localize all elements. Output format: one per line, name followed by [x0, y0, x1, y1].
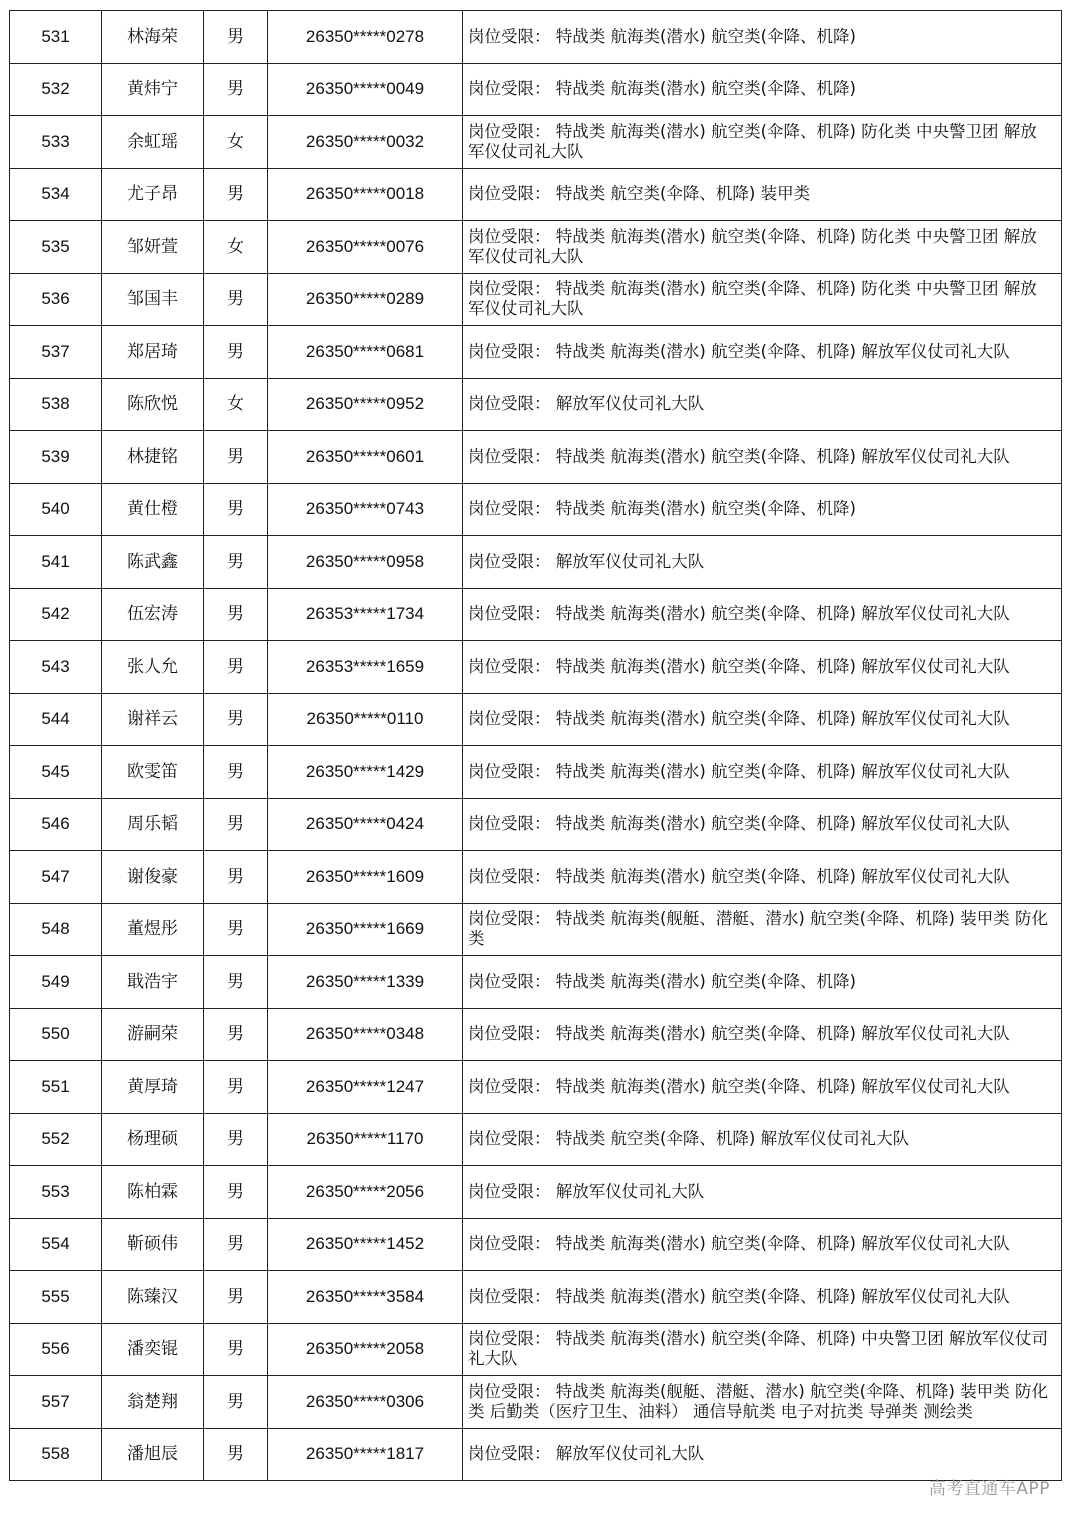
candidate-id: 26350*****0076	[268, 221, 463, 274]
candidate-name: 张人允	[102, 641, 204, 694]
candidate-gender: 男	[204, 588, 268, 641]
candidate-gender: 男	[204, 273, 268, 326]
table-row	[10, 903, 1062, 956]
candidate-name: 董煜彤	[102, 903, 204, 956]
row-number: 541	[10, 536, 102, 589]
candidate-id: 26350*****1339	[268, 956, 463, 1009]
candidate-name: 潘奕锟	[102, 1323, 204, 1376]
candidate-name: 邹妍萱	[102, 221, 204, 274]
position-restriction: 岗位受限： 特战类 航海类(潜水) 航空类(伞降、机降) 解放军仪仗司礼大队	[463, 693, 1062, 746]
candidate-name: 陈欣悦	[102, 378, 204, 431]
candidate-name: 陈武鑫	[102, 536, 204, 589]
table-row	[10, 1271, 1062, 1324]
candidate-name: 郑居琦	[102, 326, 204, 379]
candidate-id: 26353*****1734	[268, 588, 463, 641]
candidate-gender: 男	[204, 1166, 268, 1219]
position-restriction: 岗位受限： 特战类 航海类(潜水) 航空类(伞降、机降) 解放军仪仗司礼大队	[463, 1061, 1062, 1114]
candidate-gender: 男	[204, 1008, 268, 1061]
candidate-name: 黄炜宁	[102, 63, 204, 116]
row-number: 557	[10, 1376, 102, 1429]
position-restriction: 岗位受限： 解放军仪仗司礼大队	[463, 1166, 1062, 1219]
table-row	[10, 116, 1062, 169]
table-row	[10, 956, 1062, 1009]
candidate-id: 26350*****0348	[268, 1008, 463, 1061]
table-row	[10, 746, 1062, 799]
candidate-id: 26350*****1429	[268, 746, 463, 799]
candidate-name: 黄厚琦	[102, 1061, 204, 1114]
candidate-name: 伍宏涛	[102, 588, 204, 641]
results-table-container	[9, 10, 1061, 1481]
candidate-name: 戢浩宇	[102, 956, 204, 1009]
table-row	[10, 378, 1062, 431]
candidate-name: 游嗣荣	[102, 1008, 204, 1061]
candidate-id: 26350*****1817	[268, 1428, 463, 1481]
candidate-gender: 男	[204, 431, 268, 484]
position-restriction: 岗位受限： 特战类 航海类(潜水) 航空类(伞降、机降) 解放军仪仗司礼大队	[463, 326, 1062, 379]
candidate-gender: 男	[204, 63, 268, 116]
position-restriction: 岗位受限： 特战类 航海类(潜水) 航空类(伞降、机降)	[463, 63, 1062, 116]
table-row	[10, 11, 1062, 64]
candidate-gender: 男	[204, 1428, 268, 1481]
candidate-name: 尤子昂	[102, 168, 204, 221]
candidate-name: 周乐韬	[102, 798, 204, 851]
table-row	[10, 798, 1062, 851]
candidate-gender: 男	[204, 536, 268, 589]
candidate-name: 潘旭辰	[102, 1428, 204, 1481]
candidate-table	[9, 10, 1062, 1481]
row-number: 536	[10, 273, 102, 326]
candidate-gender: 男	[204, 851, 268, 904]
table-row	[10, 1061, 1062, 1114]
candidate-table-body	[10, 11, 1062, 1481]
candidate-name: 林海荣	[102, 11, 204, 64]
position-restriction: 岗位受限： 特战类 航海类(潜水) 航空类(伞降、机降) 防化类 中央警卫团 解放军仪仗司礼大队	[463, 273, 1062, 326]
position-restriction: 岗位受限： 特战类 航海类(潜水) 航空类(伞降、机降) 解放军仪仗司礼大队	[463, 641, 1062, 694]
candidate-id: 26350*****0110	[268, 693, 463, 746]
candidate-id: 26350*****0018	[268, 168, 463, 221]
row-number: 537	[10, 326, 102, 379]
candidate-gender: 男	[204, 956, 268, 1009]
position-restriction: 岗位受限： 特战类 航海类(潜水) 航空类(伞降、机降)	[463, 11, 1062, 64]
row-number: 548	[10, 903, 102, 956]
row-number: 545	[10, 746, 102, 799]
row-number: 546	[10, 798, 102, 851]
candidate-name: 陈柏霖	[102, 1166, 204, 1219]
candidate-gender: 男	[204, 798, 268, 851]
candidate-id: 26350*****3584	[268, 1271, 463, 1324]
candidate-id: 26350*****2056	[268, 1166, 463, 1219]
candidate-gender: 男	[204, 903, 268, 956]
candidate-gender: 男	[204, 1323, 268, 1376]
candidate-name: 靳硕伟	[102, 1218, 204, 1271]
candidate-gender: 男	[204, 693, 268, 746]
position-restriction: 岗位受限： 特战类 航海类(舰艇、潜艇、潜水) 航空类(伞降、机降) 装甲类 防化类	[463, 903, 1062, 956]
candidate-name: 余虹瑶	[102, 116, 204, 169]
table-row	[10, 1323, 1062, 1376]
candidate-name: 谢祥云	[102, 693, 204, 746]
candidate-gender: 男	[204, 1061, 268, 1114]
candidate-id: 26350*****0049	[268, 63, 463, 116]
candidate-id: 26350*****0601	[268, 431, 463, 484]
candidate-id: 26350*****1609	[268, 851, 463, 904]
position-restriction: 岗位受限： 特战类 航海类(潜水) 航空类(伞降、机降) 解放军仪仗司礼大队	[463, 588, 1062, 641]
table-row	[10, 483, 1062, 536]
row-number: 550	[10, 1008, 102, 1061]
row-number: 539	[10, 431, 102, 484]
position-restriction: 岗位受限： 解放军仪仗司礼大队	[463, 536, 1062, 589]
candidate-id: 26350*****0743	[268, 483, 463, 536]
table-row	[10, 168, 1062, 221]
candidate-gender: 女	[204, 116, 268, 169]
position-restriction: 岗位受限： 特战类 航海类(潜水) 航空类(伞降、机降) 解放军仪仗司礼大队	[463, 431, 1062, 484]
candidate-name: 黄仕橙	[102, 483, 204, 536]
position-restriction: 岗位受限： 特战类 航海类(潜水) 航空类(伞降、机降) 解放军仪仗司礼大队	[463, 1218, 1062, 1271]
candidate-gender: 女	[204, 221, 268, 274]
table-row	[10, 641, 1062, 694]
row-number: 547	[10, 851, 102, 904]
row-number: 538	[10, 378, 102, 431]
candidate-id: 26350*****0681	[268, 326, 463, 379]
row-number: 533	[10, 116, 102, 169]
table-row	[10, 588, 1062, 641]
candidate-name: 谢俊豪	[102, 851, 204, 904]
table-row	[10, 273, 1062, 326]
table-row	[10, 536, 1062, 589]
candidate-gender: 男	[204, 746, 268, 799]
row-number: 558	[10, 1428, 102, 1481]
candidate-id: 26350*****0424	[268, 798, 463, 851]
candidate-gender: 男	[204, 11, 268, 64]
watermark-text: 高考直通车APP	[928, 1479, 1050, 1499]
row-number: 556	[10, 1323, 102, 1376]
row-number: 549	[10, 956, 102, 1009]
candidate-name: 翁楚翔	[102, 1376, 204, 1429]
table-row	[10, 431, 1062, 484]
table-row	[10, 693, 1062, 746]
row-number: 555	[10, 1271, 102, 1324]
table-row	[10, 1113, 1062, 1166]
row-number: 535	[10, 221, 102, 274]
position-restriction: 岗位受限： 解放军仪仗司礼大队	[463, 1428, 1062, 1481]
candidate-id: 26350*****0306	[268, 1376, 463, 1429]
position-restriction: 岗位受限： 特战类 航海类(潜水) 航空类(伞降、机降) 解放军仪仗司礼大队	[463, 746, 1062, 799]
position-restriction: 岗位受限： 特战类 航海类(潜水) 航空类(伞降、机降) 中央警卫团 解放军仪仗司礼大队	[463, 1323, 1062, 1376]
candidate-name: 陈臻汉	[102, 1271, 204, 1324]
table-row	[10, 1166, 1062, 1219]
position-restriction: 岗位受限： 特战类 航海类(潜水) 航空类(伞降、机降) 防化类 中央警卫团 解放军仪仗司礼大队	[463, 116, 1062, 169]
candidate-gender: 男	[204, 483, 268, 536]
position-restriction: 岗位受限： 特战类 航海类(舰艇、潜艇、潜水) 航空类(伞降、机降) 装甲类 防化类 后勤类（医疗卫生、油料） 通信导航类 电子对抗类 导弹类 测绘类	[463, 1376, 1062, 1429]
position-restriction: 岗位受限： 特战类 航海类(潜水) 航空类(伞降、机降) 解放军仪仗司礼大队	[463, 798, 1062, 851]
candidate-gender: 男	[204, 1113, 268, 1166]
candidate-id: 26350*****0958	[268, 536, 463, 589]
row-number: 532	[10, 63, 102, 116]
position-restriction: 岗位受限： 特战类 航海类(潜水) 航空类(伞降、机降)	[463, 956, 1062, 1009]
row-number: 551	[10, 1061, 102, 1114]
candidate-id: 26350*****1170	[268, 1113, 463, 1166]
candidate-gender: 男	[204, 1271, 268, 1324]
candidate-name: 邹国丰	[102, 273, 204, 326]
row-number: 544	[10, 693, 102, 746]
position-restriction: 岗位受限： 解放军仪仗司礼大队	[463, 378, 1062, 431]
candidate-id: 26350*****1247	[268, 1061, 463, 1114]
row-number: 534	[10, 168, 102, 221]
position-restriction: 岗位受限： 特战类 航海类(潜水) 航空类(伞降、机降) 解放军仪仗司礼大队	[463, 1271, 1062, 1324]
position-restriction: 岗位受限： 特战类 航海类(潜水) 航空类(伞降、机降) 防化类 中央警卫团 解放军仪仗司礼大队	[463, 221, 1062, 274]
row-number: 540	[10, 483, 102, 536]
position-restriction: 岗位受限： 特战类 航海类(潜水) 航空类(伞降、机降) 解放军仪仗司礼大队	[463, 851, 1062, 904]
table-row	[10, 63, 1062, 116]
candidate-name: 杨理硕	[102, 1113, 204, 1166]
table-row	[10, 1008, 1062, 1061]
candidate-id: 26353*****1659	[268, 641, 463, 694]
candidate-id: 26350*****0032	[268, 116, 463, 169]
candidate-gender: 男	[204, 1218, 268, 1271]
candidate-gender: 男	[204, 1376, 268, 1429]
candidate-name: 欧雯笛	[102, 746, 204, 799]
candidate-id: 26350*****0278	[268, 11, 463, 64]
candidate-id: 26350*****2058	[268, 1323, 463, 1376]
table-row	[10, 851, 1062, 904]
row-number: 554	[10, 1218, 102, 1271]
row-number: 542	[10, 588, 102, 641]
candidate-gender: 男	[204, 168, 268, 221]
table-row	[10, 1376, 1062, 1429]
row-number: 543	[10, 641, 102, 694]
candidate-gender: 男	[204, 641, 268, 694]
row-number: 552	[10, 1113, 102, 1166]
position-restriction: 岗位受限： 特战类 航海类(潜水) 航空类(伞降、机降)	[463, 483, 1062, 536]
table-row	[10, 1218, 1062, 1271]
position-restriction: 岗位受限： 特战类 航空类(伞降、机降) 解放军仪仗司礼大队	[463, 1113, 1062, 1166]
candidate-id: 26350*****0289	[268, 273, 463, 326]
candidate-name: 林捷铭	[102, 431, 204, 484]
table-row	[10, 326, 1062, 379]
table-row	[10, 221, 1062, 274]
position-restriction: 岗位受限： 特战类 航海类(潜水) 航空类(伞降、机降) 解放军仪仗司礼大队	[463, 1008, 1062, 1061]
candidate-id: 26350*****1452	[268, 1218, 463, 1271]
candidate-id: 26350*****1669	[268, 903, 463, 956]
candidate-gender: 男	[204, 326, 268, 379]
candidate-id: 26350*****0952	[268, 378, 463, 431]
table-row	[10, 1428, 1062, 1481]
row-number: 531	[10, 11, 102, 64]
candidate-gender: 女	[204, 378, 268, 431]
row-number: 553	[10, 1166, 102, 1219]
position-restriction: 岗位受限： 特战类 航空类(伞降、机降) 装甲类	[463, 168, 1062, 221]
